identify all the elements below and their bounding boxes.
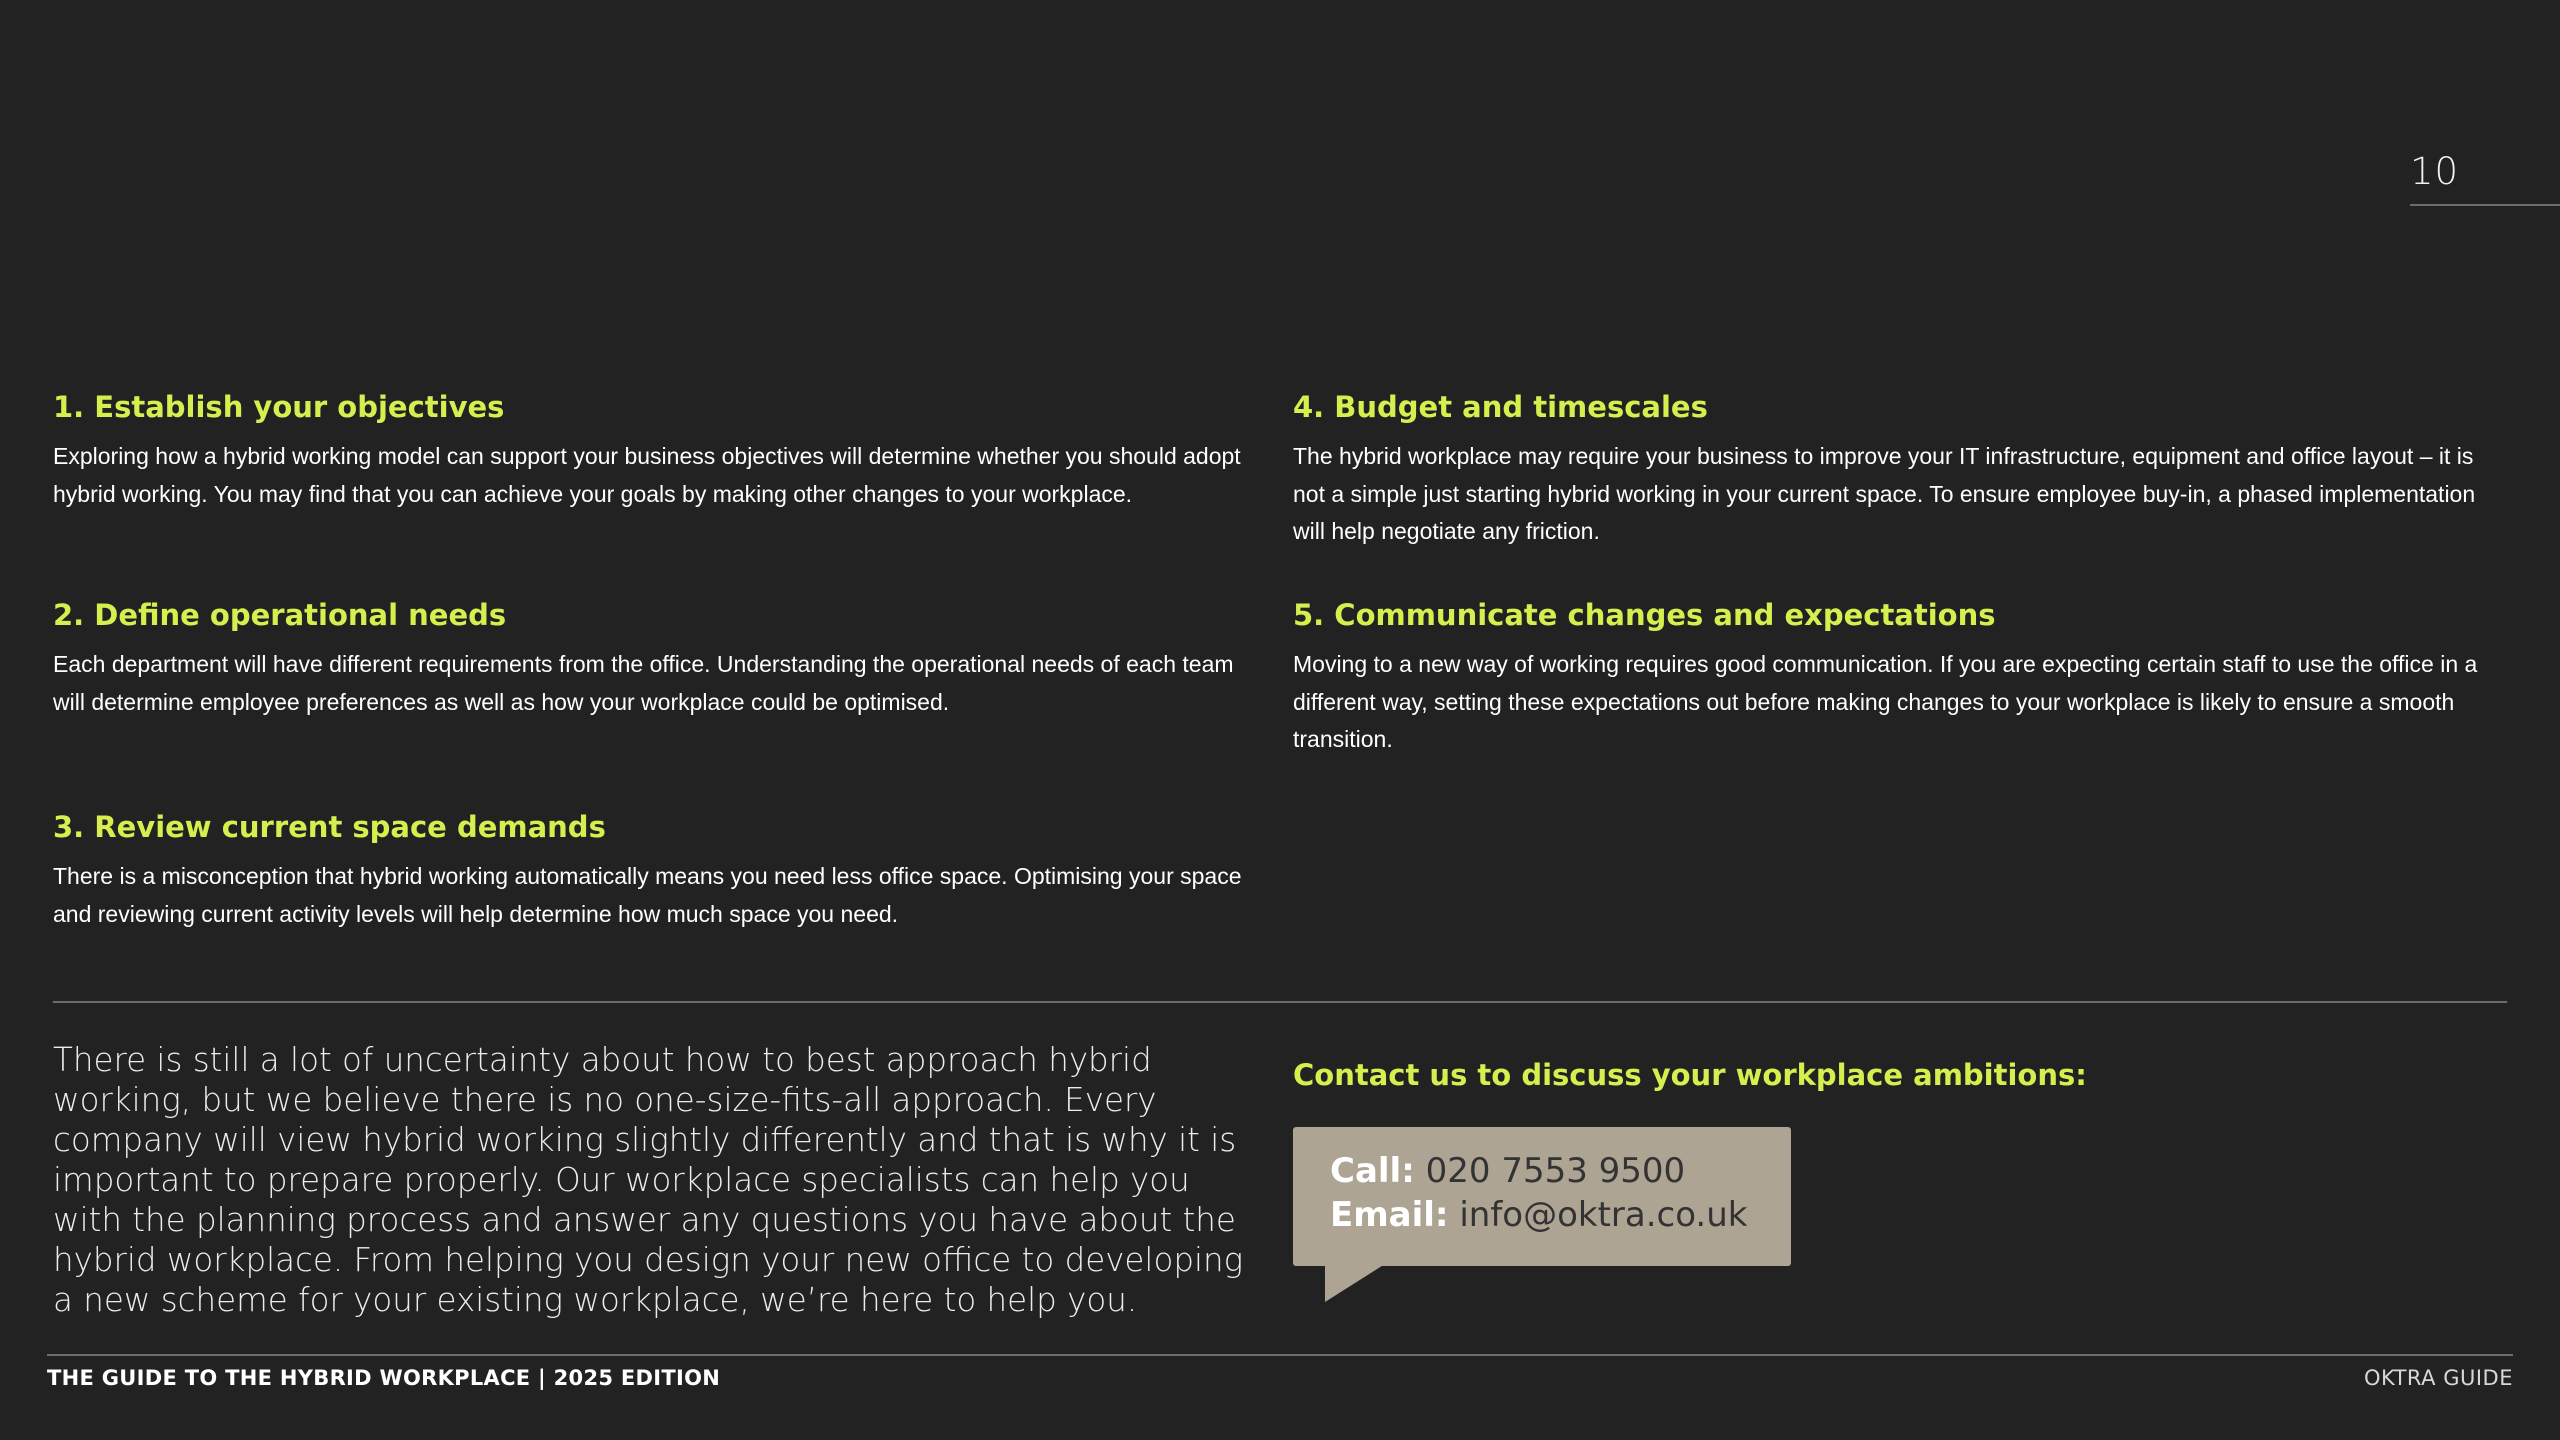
section-body: Moving to a new way of working requires good communication. If you are expecting certain staff to use the office in a different way, setting these expectations out before making changes to your workplace is likely to ensure a smooth transition. [1293, 651, 2478, 752]
section-communicate-changes [1293, 596, 2503, 759]
page-number-rule [2410, 204, 2560, 206]
section-title: 3. Review current space demands [53, 810, 606, 844]
call-label: Call: [1330, 1151, 1415, 1191]
section-title: 2. Define operational needs [53, 598, 507, 632]
footer-rule [47, 1354, 2513, 1356]
email-value[interactable]: info@oktra.co.uk [1459, 1195, 1748, 1235]
footer-guide-title: THE GUIDE TO THE HYBRID WORKPLACE | 2025 EDITION [47, 1366, 721, 1390]
speech-bubble-tail [1325, 1264, 1385, 1302]
contact-email-line [1330, 1193, 1747, 1237]
contact-call-line [1330, 1149, 1685, 1193]
section-budget-timescales [1293, 388, 2503, 551]
page-number: 10 [2410, 150, 2460, 193]
contact-heading: Contact us to discuss your workplace ambitions: [1293, 1058, 2087, 1092]
section-title: 1. Establish your objectives [53, 390, 505, 424]
section-body: There is a misconception that hybrid working automatically means you need less office space. Optimising your space and reviewing current activity levels will help determine how much space you need. [53, 863, 1242, 927]
email-label: Email: [1330, 1195, 1449, 1235]
section-review-space-demands [53, 808, 1253, 933]
contact-box [1293, 1127, 1791, 1266]
section-body: The hybrid workplace may require your business to improve your IT infrastructure, equipment and office layout – it is not a simple just starting hybrid working in your current space. To ensure employee buy-in, a phased implementation will help negotiate any friction. [1293, 443, 2476, 544]
section-body: Each department will have different requirements from the office. Understanding the operational needs of each team will determine employee preferences as well as how your workplace could be optimised. [53, 651, 1234, 715]
section-establish-objectives [53, 388, 1253, 513]
footer-brand: OKTRA GUIDE [2363, 1366, 2513, 1390]
section-divider [53, 1001, 2507, 1003]
section-title: 4. Budget and timescales [1293, 390, 1708, 424]
call-value[interactable]: 020 7553 9500 [1425, 1151, 1686, 1191]
section-title: 5. Communicate changes and expectations [1293, 598, 1996, 632]
intro-paragraph: There is still a lot of uncertainty about how to best approach hybrid working, but we believe there is no one-size-fits-all approach. Every company will view hybrid working slightly differently and that is why it is important to prepare properly. Our workplace specialists can help you with the planning process and answer any questions you have about the hybrid workplace. From helping you design your new office to developing a new scheme for your existing workplace, we’re here to help you. [53, 1041, 1244, 1319]
section-body: Exploring how a hybrid working model can support your business objectives will determine whether you should adopt hybrid working. You may find that you can achieve your goals by making other changes to your workplace. [53, 443, 1241, 507]
section-define-operational-needs [53, 596, 1253, 721]
